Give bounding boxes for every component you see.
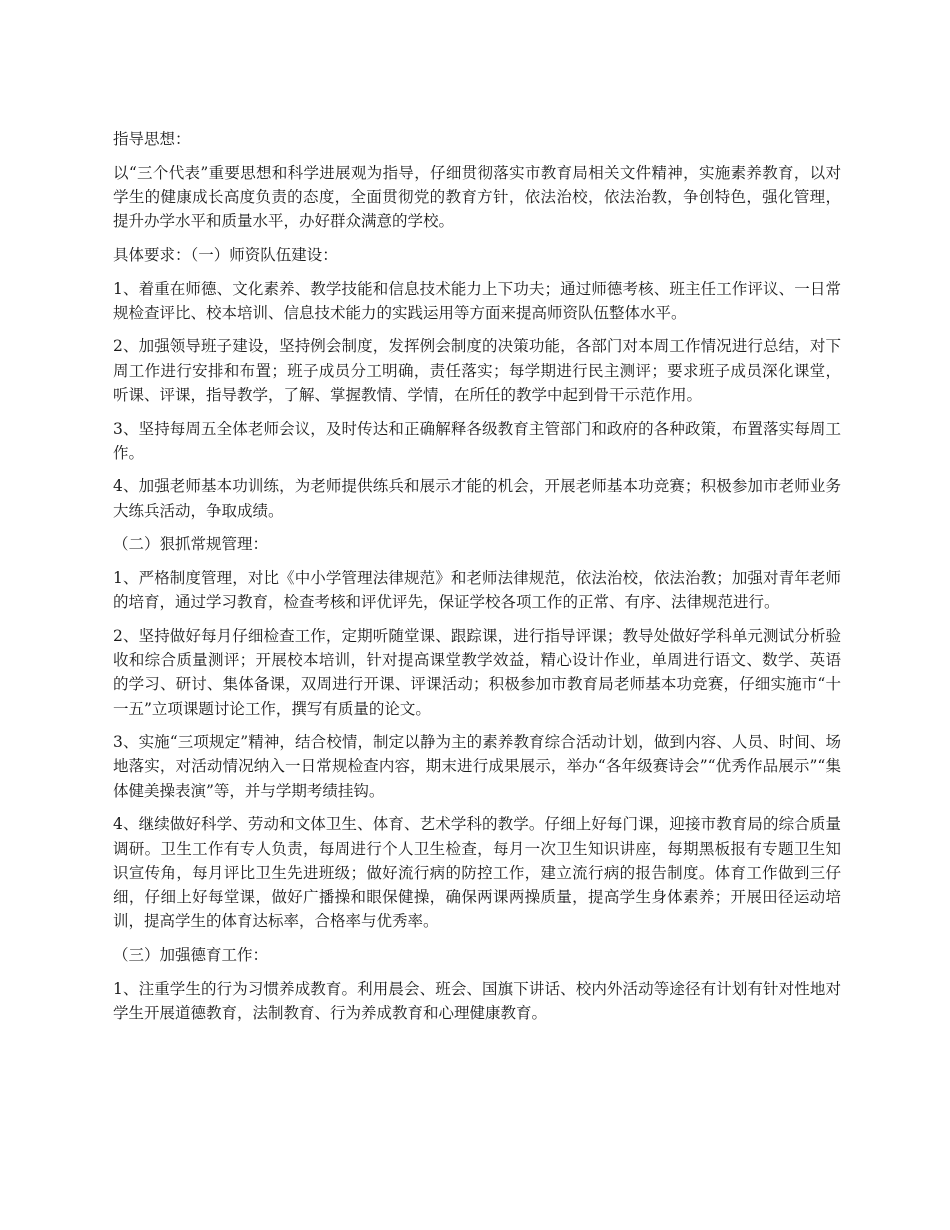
section1-item4: 4、加强老师基本功训练，为老师提供练兵和展示才能的机会，开展老师基本功竞赛；积极参加市老师业务大练兵活动，争取成绩。 <box>113 477 841 520</box>
section2-item2: 2、坚持做好每月仔细检查工作，定期听随堂课、跟踪课，进行指导评课；教导处做好学科单元测试分析验收和综合质量测评；开展校本培训，针对提高课堂教学效益，精心设计作业，单周进行语文、数学、英语的学习、研讨、集体备课，双周进行开课、评课活动；积极参加市教育局老师基本功竞赛，仔细实施市“十一五”立项课题讨论工作，撰写有质量的论文。 <box>113 626 841 718</box>
section2-item3: 3、实施“三项规定”精神，结合校情，制定以静为主的素养教育综合活动计划，做到内容、人员、时间、场地落实，对活动情况纳入一日常规检查内容，期末进行成果展示，举办“各年级赛诗会”“优秀作品展示”“集体健美操表演”等，并与学期考绩挂钩。 <box>113 733 841 800</box>
section1-item1: 1、着重在师德、文化素养、教学技能和信息技术能力上下功夫；通过师德考核、班主任工作评议、一日常规检查评比、校本培训、信息技术能力的实践运用等方面来提高师资队伍整体水平。 <box>113 279 841 322</box>
section1-item2: 2、加强领导班子建设，坚持例会制度，发挥例会制度的决策功能，各部门对本周工作情况进行总结，对下周工作进行安排和布置；班子成员分工明确，责任落实；每学期进行民主测评；要求班子成员深化课堂，听课、评课，指导教学，了解、掌握教情、学情，在所任的教学中起到骨干示范作用。 <box>113 337 841 404</box>
guiding-ideology-text: 以“三个代表”重要思想和科学进展观为指导，仔细贯彻落实市教育局相关文件精神，实施素养教育，以对学生的健康成长高度负责的态度，全面贯彻党的教育方针，依法治校，依法治教，争创特色，强化管理，提升办学水平和质量水平，办好群众满意的学校。 <box>113 163 841 231</box>
section2-heading: （二）狠抓常规管理： <box>113 535 269 554</box>
section2-item1: 1、严格制度管理，对比《中小学管理法律规范》和老师法律规范，依法治校，依法治教；加强对青年老师的培育，通过学习教育，检查考核和评优评先，保证学校各项工作的正常、有序、法律规范进行。 <box>113 569 841 612</box>
guiding-ideology-heading: 指导思想： <box>113 130 191 148</box>
section2-item4: 4、继续做好科学、劳动和文体卫生、体育、艺术学科的教学。仔细上好每门课，迎接市教育局的综合质量调研。卫生工作有专人负责，每周进行个人卫生检查，每月一次卫生知识讲座，每期黑板报有专题卫生知识宣传角，每月评比卫生先进班级；做好流行病的防控工作，建立流行病的报告制度。体育工作做到三仔细，仔细上好每堂课，做好广播操和眼保健操，确保两课两操质量，提高学生身体素养；开展田径运动培训，提高学生的体育达标率，合格率与优秀率。 <box>113 815 841 931</box>
section3-item1: 1、注重学生的行为习惯养成教育。利用晨会、班会、国旗下讲话、校内外活动等途径有计划有针对性地对学生开展道德教育，法制教育、行为养成教育和心理健康教育。 <box>113 979 841 1022</box>
section3-heading: （三）加强德育工作： <box>113 945 269 964</box>
document-page <box>113 127 841 1035</box>
specific-requirements-heading: 具体要求：（一）师资队伍建设： <box>113 245 338 264</box>
section1-item3: 3、坚持每周五全体老师会议，及时传达和正确解释各级教育主管部门和政府的各种政策，布置落实每周工作。 <box>113 419 841 462</box>
